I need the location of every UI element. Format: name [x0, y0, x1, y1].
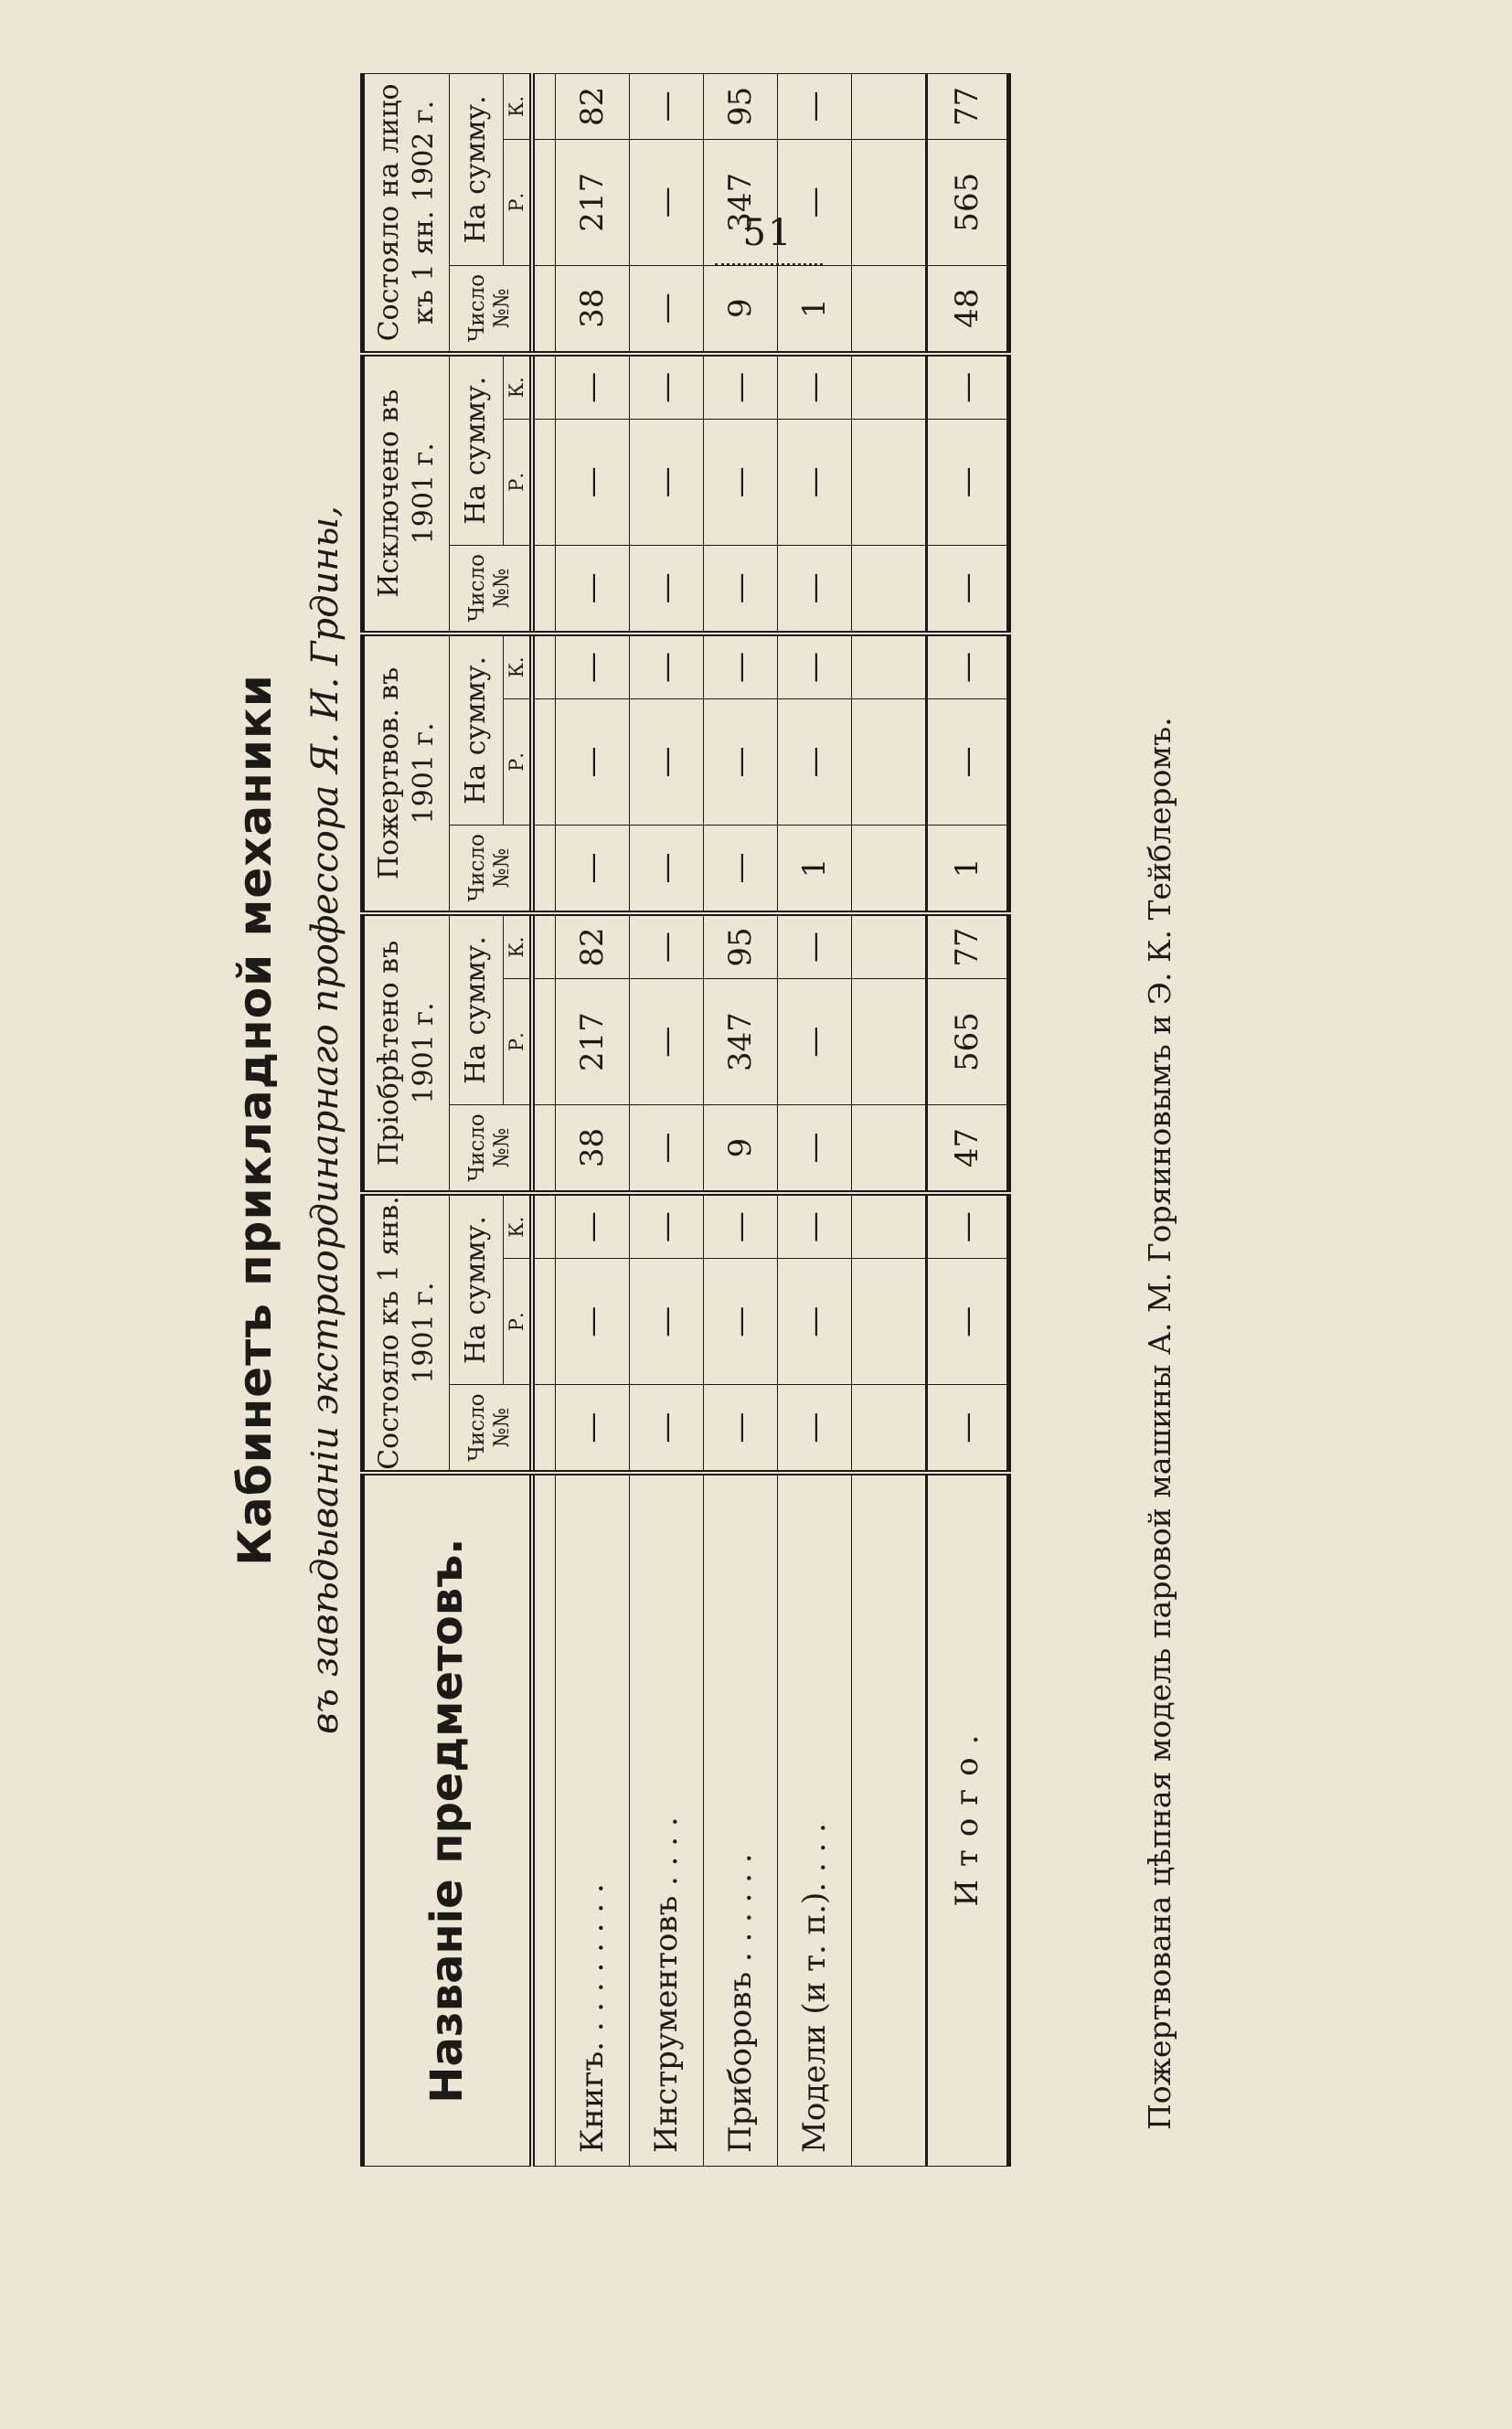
kop-subheader: К.	[504, 634, 533, 699]
number-cell: —	[630, 1385, 704, 1474]
rub-cell: —	[704, 699, 778, 826]
sum-subheader: На сумму.	[450, 634, 504, 826]
kop-cell: —	[778, 74, 852, 140]
number-cell: 1	[778, 825, 852, 913]
kop-cell: —	[556, 1193, 630, 1259]
rub-subheader: Р.	[504, 979, 533, 1105]
kop-cell: —	[778, 913, 852, 979]
number-cell: 48	[927, 265, 1009, 354]
gap-row	[852, 74, 927, 2167]
number-cell: —	[630, 545, 704, 634]
kop-cell: —	[704, 1193, 778, 1259]
rub-cell: 217	[556, 979, 630, 1105]
rub-cell: —	[778, 419, 852, 545]
rub-cell: 347	[704, 139, 778, 265]
cabinet-subtitle: въ завѣдываніи экстраординарнаго профессора Я. И. Грдины,	[304, 506, 346, 1734]
group-header-donated: Пожертвов. въ 1901 г.	[363, 634, 450, 913]
kop-subheader: К.	[504, 913, 533, 979]
kop-cell: 77	[927, 913, 1009, 979]
rub-cell: —	[927, 699, 1009, 826]
number-cell: —	[630, 265, 704, 354]
kop-cell: —	[778, 354, 852, 420]
group-header-excluded: Исключено въ 1901 г.	[363, 354, 450, 634]
number-cell: —	[778, 1105, 852, 1194]
rub-subheader: Р.	[504, 1259, 533, 1385]
kop-cell: —	[630, 913, 704, 979]
number-cell: —	[704, 825, 778, 913]
rotated-content	[223, 73, 1183, 2167]
kop-cell: —	[704, 354, 778, 420]
rub-cell: —	[630, 419, 704, 545]
rub-subheader: Р.	[504, 699, 533, 826]
kop-subheader: К.	[504, 1193, 533, 1259]
page-number: 51	[742, 212, 793, 254]
number-cell: 1	[778, 265, 852, 354]
table-row	[556, 74, 630, 2167]
rub-subheader: Р.	[504, 139, 533, 265]
row-label: Инструментовъ . . . .	[630, 1473, 704, 2166]
table-row	[778, 74, 852, 2167]
number-subheader: Число №№	[450, 545, 533, 634]
inventory-table-body	[532, 74, 1009, 2167]
table-row	[704, 74, 778, 2167]
kop-cell: —	[630, 354, 704, 420]
kop-subheader: К.	[504, 354, 533, 420]
rub-cell: —	[704, 419, 778, 545]
kop-cell: —	[556, 354, 630, 420]
inventory-table-area	[360, 73, 1091, 2167]
kop-cell: 77	[927, 74, 1009, 140]
kop-cell: 95	[704, 74, 778, 140]
kop-cell: —	[778, 634, 852, 699]
rub-cell: —	[778, 699, 852, 826]
number-cell: —	[630, 825, 704, 913]
number-cell: 38	[556, 265, 630, 354]
rub-cell: —	[778, 1259, 852, 1385]
number-cell: 9	[704, 1105, 778, 1194]
kop-cell: —	[927, 1193, 1009, 1259]
name-column-header: Названіе предметовъ.	[363, 1473, 533, 2166]
number-subheader: Число №№	[450, 825, 533, 913]
kop-cell: —	[927, 354, 1009, 420]
row-label: Модели (и т. п.). . . .	[778, 1473, 852, 2166]
kop-subheader: К.	[504, 74, 533, 140]
rub-cell: 347	[704, 979, 778, 1105]
header-spacer-row	[532, 74, 556, 2167]
kop-cell: —	[630, 634, 704, 699]
number-cell: —	[556, 825, 630, 913]
row-label: Итого.	[927, 1473, 1009, 2166]
cabinet-title: Кабинетъ прикладной механики	[229, 674, 282, 1566]
number-cell: —	[704, 1385, 778, 1474]
rub-cell: —	[778, 139, 852, 265]
number-subheader: Число №№	[450, 1105, 533, 1194]
inventory-table	[360, 73, 1011, 2167]
kop-cell: 82	[556, 913, 630, 979]
kop-cell: —	[704, 634, 778, 699]
sum-subheader: На сумму.	[450, 74, 504, 266]
rub-cell: —	[630, 139, 704, 265]
number-cell: —	[927, 545, 1009, 634]
kop-cell: 82	[556, 74, 630, 140]
number-cell: 47	[927, 1105, 1009, 1194]
rub-subheader: Р.	[504, 419, 533, 545]
rub-cell: 565	[927, 139, 1009, 265]
rub-cell: —	[927, 419, 1009, 545]
sum-subheader: На сумму.	[450, 913, 504, 1105]
total-row	[927, 74, 1009, 2167]
number-cell: 38	[556, 1105, 630, 1194]
number-cell: —	[556, 545, 630, 634]
number-cell: 9	[704, 265, 778, 354]
row-label: Приборовъ . . . . . .	[704, 1473, 778, 2166]
number-cell: —	[927, 1385, 1009, 1474]
row-label: Книгъ. . . . . . . . .	[556, 1473, 630, 2166]
number-cell: —	[630, 1105, 704, 1194]
kop-cell: —	[630, 74, 704, 140]
rub-cell: —	[556, 1259, 630, 1385]
kop-cell: —	[630, 1193, 704, 1259]
rub-cell: —	[927, 1259, 1009, 1385]
sum-subheader: На сумму.	[450, 354, 504, 546]
rub-cell: —	[630, 979, 704, 1105]
kop-cell: —	[927, 634, 1009, 699]
rub-cell: —	[778, 979, 852, 1105]
group-header-opening: Состояло къ 1 янв. 1901 г.	[363, 1193, 450, 1473]
number-cell: —	[778, 545, 852, 634]
kop-cell: 95	[704, 913, 778, 979]
number-cell: 1	[927, 825, 1009, 913]
group-header-acquired: Пріобрѣтено въ 1901 г.	[363, 913, 450, 1193]
rub-cell: 217	[556, 139, 630, 265]
group-header-closing: Состояло на лицо къ 1 ян. 1902 г.	[363, 74, 450, 354]
table-row	[630, 74, 704, 2167]
kop-cell: —	[556, 634, 630, 699]
rub-cell: —	[704, 1259, 778, 1385]
kop-cell: —	[778, 1193, 852, 1259]
rub-cell: 565	[927, 979, 1009, 1105]
sum-subheader: На сумму.	[450, 1193, 504, 1385]
number-subheader: Число №№	[450, 1385, 533, 1474]
rub-cell: —	[630, 699, 704, 826]
rub-cell: —	[630, 1259, 704, 1385]
number-subheader: Число №№	[450, 265, 533, 354]
rub-cell: —	[556, 699, 630, 826]
donation-footnote: Пожертвована цѣпная модель паровой машины А. М. Горяиновымъ и Э. К. Тейблеромъ.	[1142, 717, 1177, 2130]
number-cell: —	[556, 1385, 630, 1474]
number-cell: —	[704, 545, 778, 634]
rub-cell: —	[556, 419, 630, 545]
number-cell: —	[778, 1385, 852, 1474]
